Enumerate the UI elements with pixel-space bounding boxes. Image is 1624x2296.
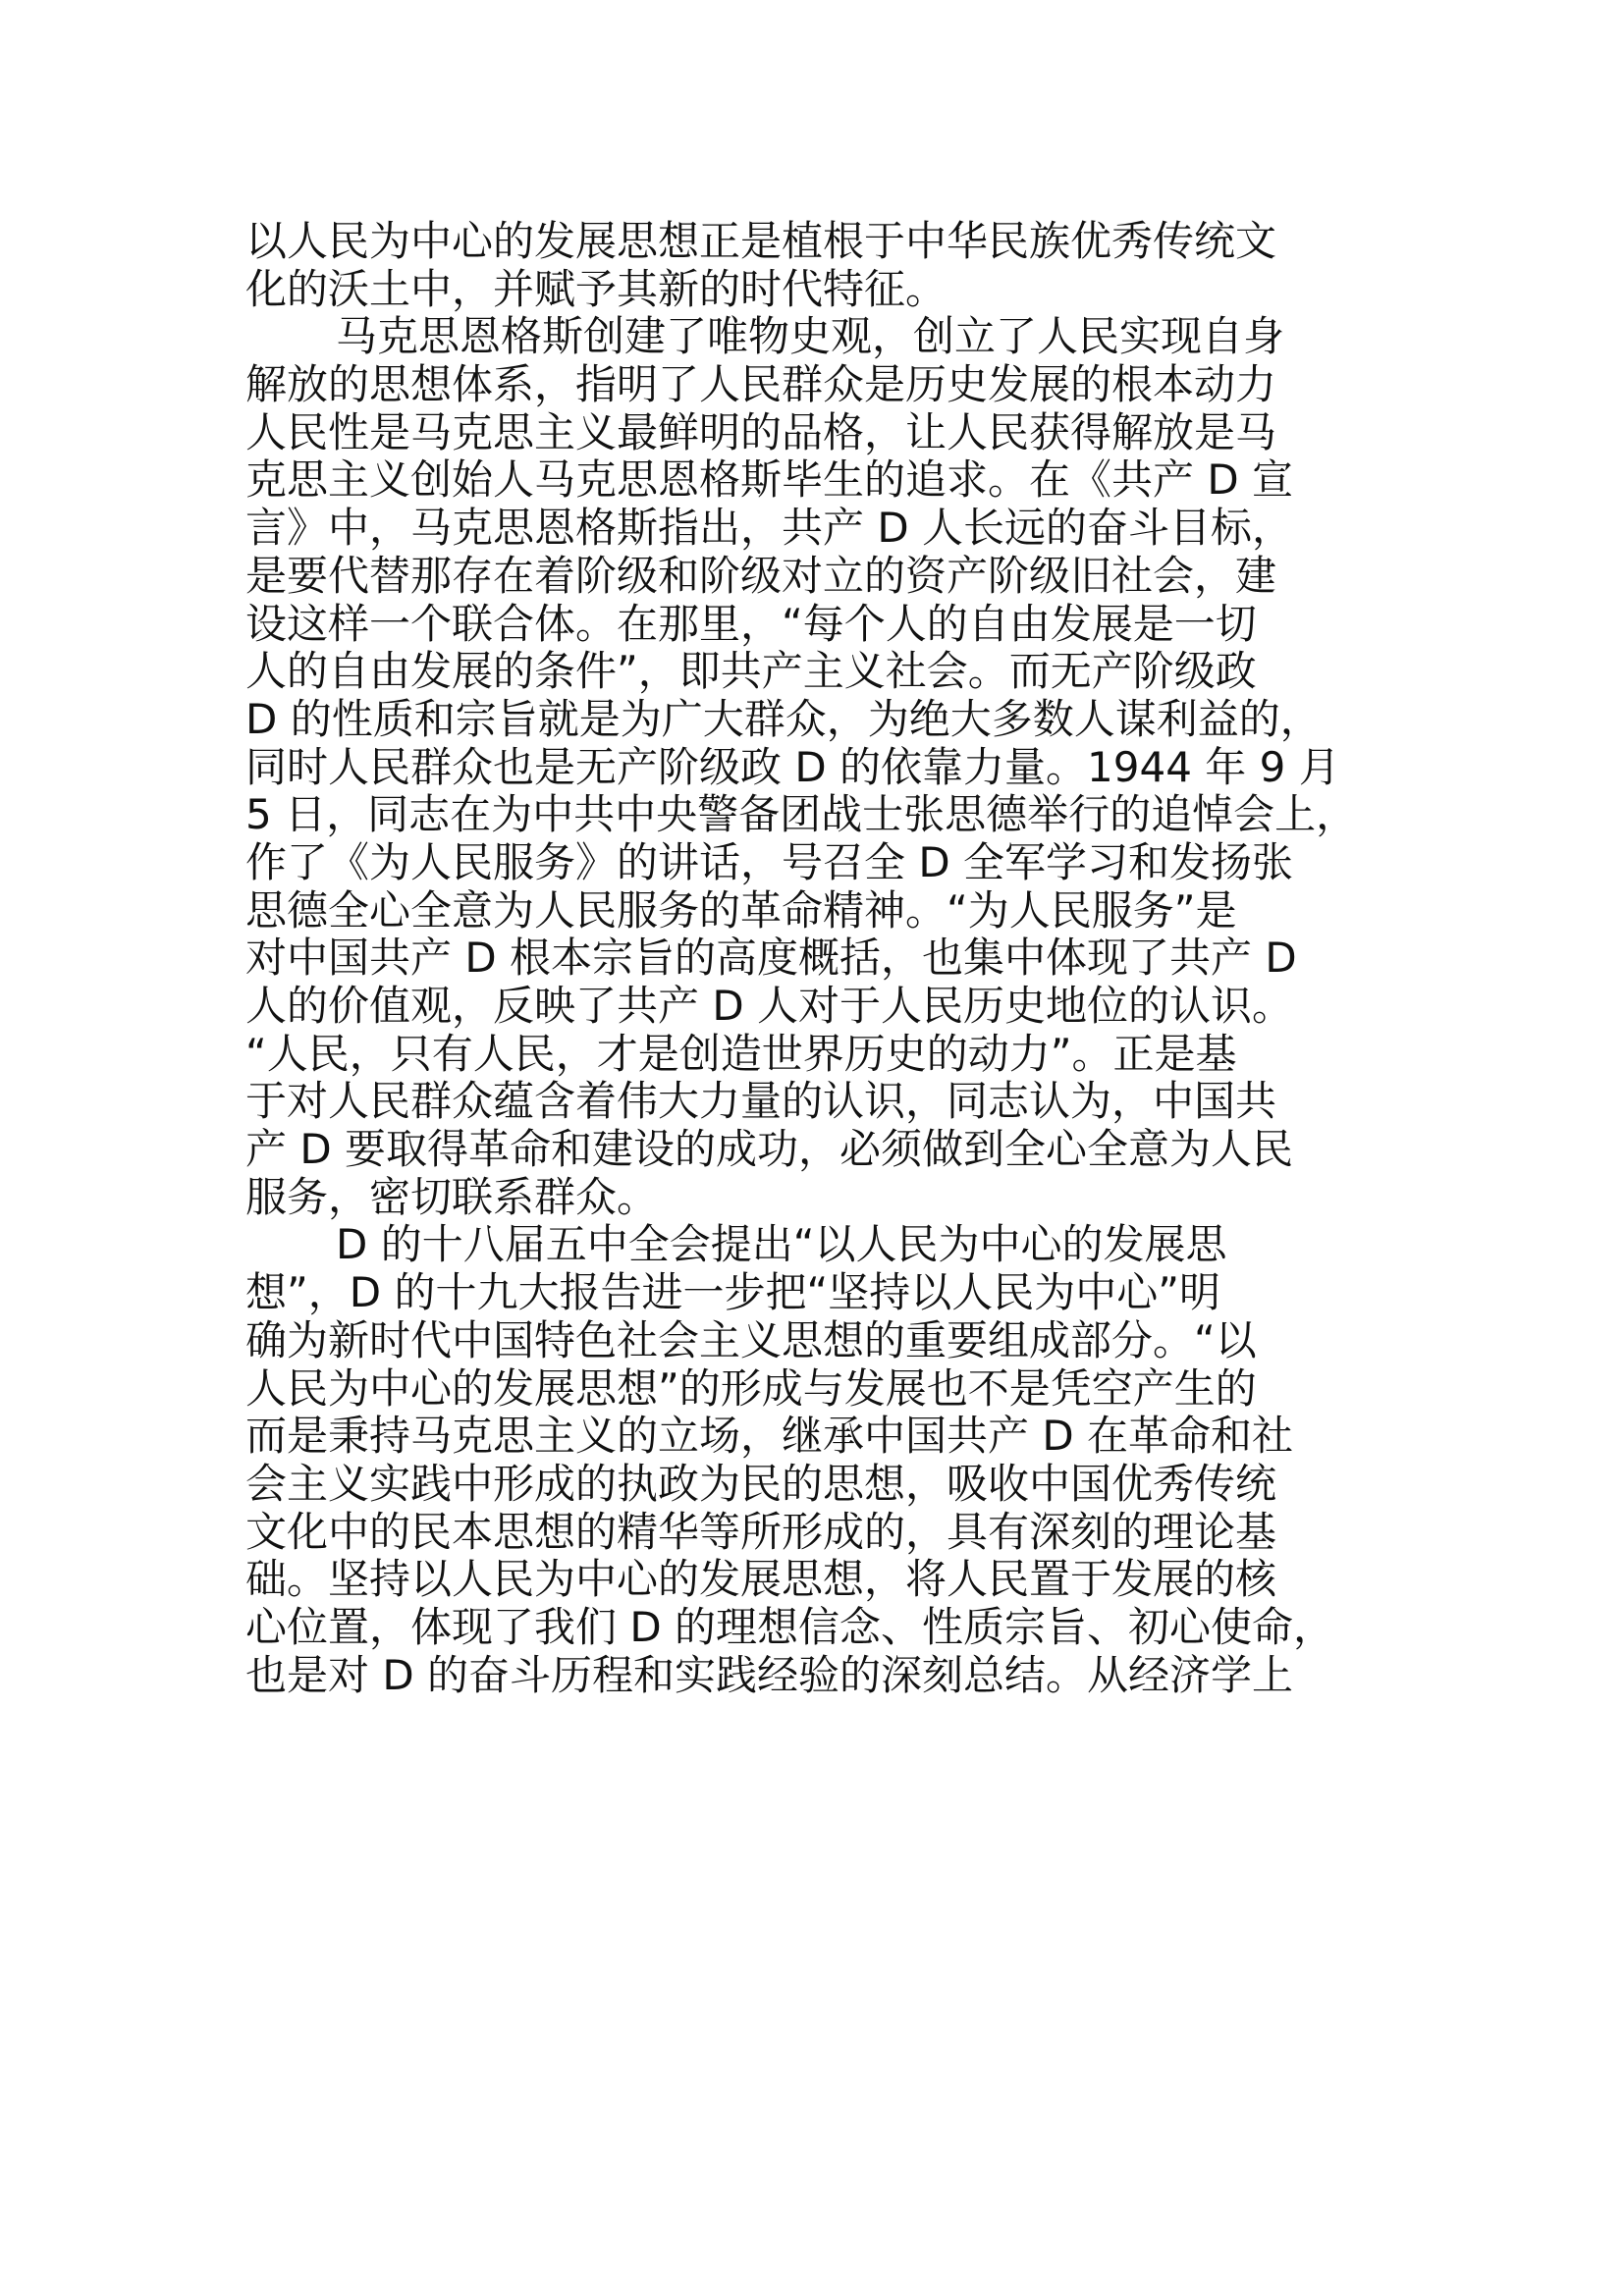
- text-line: 而是秉持马克思主义的立场，继承中国共产 D 在革命和社: [245, 1413, 1294, 1461]
- text-line: 人民性是马克思主义最鲜明的品格，让人民获得解放是马: [245, 408, 1277, 456]
- text-line: 人的价值观，反映了共产 D 人对于人民历史地位的认识。: [245, 983, 1294, 1030]
- paragraph-start-line: D 的十八届五中全会提出“以人民为中心的发展思: [336, 1221, 1227, 1269]
- text-line: 思德全心全意为人民服务的革命精神。“为人民服务”是: [245, 886, 1237, 934]
- document-page: [245, 218, 1399, 1699]
- text-line: 确为新时代中国特色社会主义思想的重要组成部分。“以: [245, 1316, 1257, 1364]
- text-line: 人的自由发展的条件”，即共产主义社会。而无产阶级政: [245, 648, 1257, 696]
- text-line: 言》中，马克思恩格斯指出，共产 D 人长远的奋斗目标，: [245, 505, 1294, 553]
- text-line: 是要代替那存在着阶级和阶级对立的资产阶级旧社会，建: [245, 552, 1277, 600]
- text-line: 心位置，体现了我们 D 的理想信念、性质宗旨、初心使命，: [245, 1603, 1335, 1651]
- text-line: 作了《为人民服务》的讲话，号召全 D 全军学习和发扬张: [245, 838, 1294, 886]
- text-line: 解放的思想体系，指明了人民群众是历史发展的根本动力: [245, 361, 1277, 409]
- text-line: D 的性质和宗旨就是为广大群众，为绝大多数人谋利益的，: [245, 695, 1322, 743]
- text-line: 化的沃土中，并赋予其新的时代特征。: [245, 265, 947, 313]
- text-line: 服务，密切联系群众。: [245, 1173, 659, 1221]
- text-line: 产 D 要取得革命和建设的成功，必须做到全心全意为人民: [245, 1126, 1294, 1174]
- text-line: 础。坚持以人民为中心的发展思想，将人民置于发展的核: [245, 1556, 1277, 1604]
- text-line: “人民，只有人民，才是创造世界历史的动力”。正是基: [245, 1030, 1237, 1078]
- text-line: 同时人民群众也是无产阶级政 D 的依靠力量。1944 年 9 月: [245, 743, 1340, 791]
- text-line: 设这样一个联合体。在那里，“每个人的自由发展是一切: [245, 600, 1257, 648]
- text-line: 想”，D 的十九大报告进一步把“坚持以人民为中心”明: [245, 1269, 1220, 1317]
- text-line: 对中国共产 D 根本宗旨的高度概括，也集中体现了共产 D: [245, 934, 1297, 983]
- text-line: 会主义实践中形成的执政为民的思想，吸收中国优秀传统: [245, 1460, 1277, 1508]
- text-line: 以人民为中心的发展思想正是植根于中华民族优秀传统文: [245, 218, 1277, 265]
- text-line: 也是对 D 的奋斗历程和实践经验的深刻总结。从经济学上: [245, 1651, 1294, 1699]
- text-line: 克思主义创始人马克思恩格斯毕生的追求。在《共产 D 宣: [245, 456, 1294, 505]
- text-line: 5 日，同志在为中共中央警备团战士张思德举行的追悼会上，: [245, 791, 1358, 839]
- text-line: 于对人民群众蕴含着伟大力量的认识，同志认为，中国共: [245, 1078, 1277, 1126]
- paragraph-start-line: 马克思恩格斯创建了唯物史观，创立了人民实现自身: [336, 313, 1285, 361]
- text-line: 人民为中心的发展思想”的形成与发展也不是凭空产生的: [245, 1364, 1257, 1413]
- text-line: 文化中的民本思想的精华等所形成的，具有深刻的理论基: [245, 1508, 1277, 1556]
